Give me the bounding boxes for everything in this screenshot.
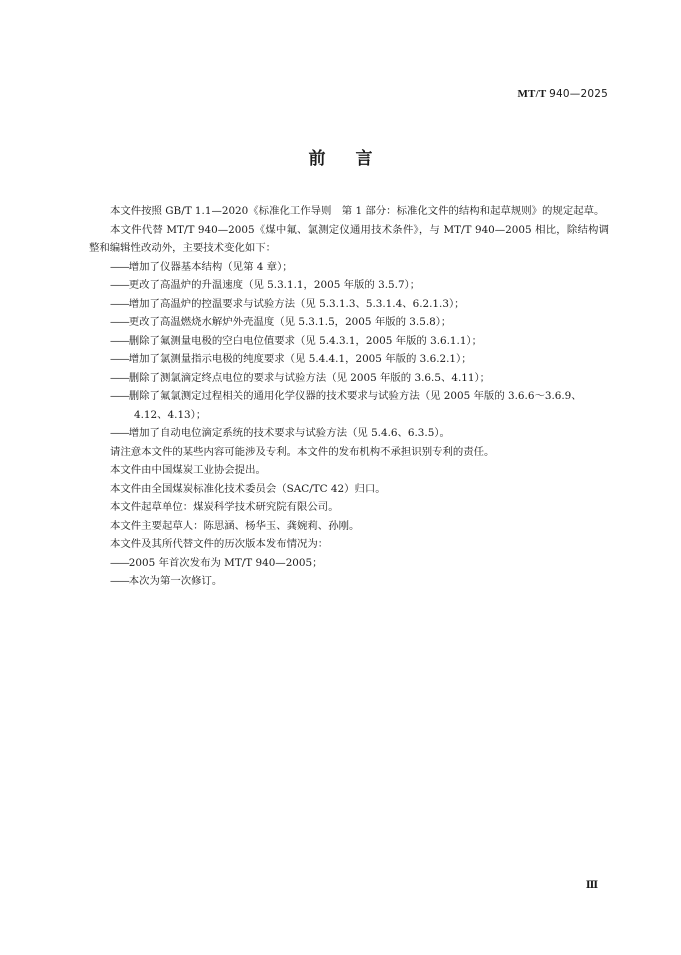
page-title: 前言	[308, 149, 403, 169]
document-code	[517, 88, 608, 100]
page-number: Ⅲ	[585, 880, 598, 891]
list-item: ——增加了高温炉的控温要求与试验方法（见 5.3.1.3、5.3.1.4、6.2.1.3）；	[110, 297, 465, 310]
list-item: ——增加了仪器基本结构（见第 4 章）；	[110, 260, 293, 273]
list-item: ——删除了氟氯测定过程相关的通用化学仪器的技术要求与试验方法（见 2005 年版的 3.6.6～3.6.9、4.12、4.13）；	[110, 390, 582, 421]
list-item: ——增加了自动电位滴定系统的技术要求与试验方法（见 5.4.6、6.3.5）。	[110, 427, 450, 439]
history-intro: 本文件及其所代替文件的历次版本发布情况为：	[110, 538, 329, 550]
list-item: ——更改了高温燃烧水解炉外壳温度（见 5.3.1.5，2005 年版的 3.5.8）；	[110, 316, 452, 328]
main-drafters: 本文件主要起草人：陈思涵、杨华玉、龚婉莉、孙刚。	[110, 519, 360, 532]
list-item: ——本次为第一次修订。	[110, 575, 223, 587]
doc-code-prefix: MT/T	[517, 88, 547, 100]
foreword-body	[89, 202, 609, 591]
version-history-list	[89, 554, 609, 591]
drafting-basis-paragraph: 本文件按照 GB/T 1.1—2020《标准化工作导则 第 1 部分：标准化文件的结构和起草规则》的规定起草。	[110, 205, 605, 217]
technical-changes-list	[89, 258, 609, 443]
patent-statement: 请注意本文件的某些内容可能涉及专利。本文件的发布机构不承担识别专利的责任。	[110, 445, 495, 458]
centralized-by: 本文件由全国煤炭标准化技术委员会（SAC/TC 42）归口。	[110, 482, 386, 495]
list-item: ——删除了测氯滴定终点电位的要求与试验方法（见 2005 年版的 3.6.5、4.11）；	[110, 371, 491, 384]
replacement-paragraph: 本文件代替 MT/T 940—2005《煤中氟、氯测定仪通用技术条件》，与 MT/T 940—2005 相比，除结构调整和编辑性改动外，主要技术变化如下：	[89, 223, 609, 254]
list-item: ——增加了氯测量指示电极的纯度要求（见 5.4.4.1，2005 年版的 3.6.2.1）；	[110, 353, 472, 365]
list-item: ——更改了高温炉的升温速度（见 5.3.1.1，2005 年版的 3.5.7）；	[110, 279, 421, 291]
drafting-unit: 本文件起草单位：煤炭科学技术研究院有限公司。	[110, 501, 339, 513]
list-item: ——2005 年首次发布为 MT/T 940—2005；	[110, 556, 323, 569]
proposed-by: 本文件由中国煤炭工业协会提出。	[110, 464, 266, 476]
doc-code-number: 940—2025	[549, 88, 608, 100]
list-item: ——删除了氟测量电极的空白电位值要求（见 5.4.3.1，2005 年版的 3.6.1.1）；	[110, 334, 483, 347]
